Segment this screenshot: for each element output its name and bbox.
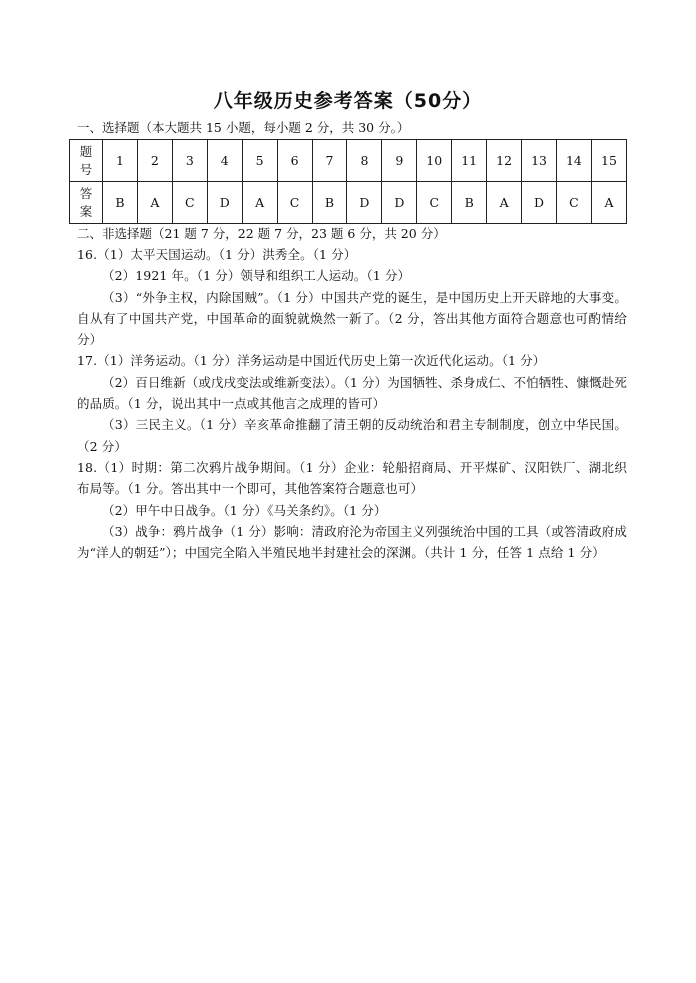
answer-table	[69, 139, 627, 224]
answer-line-17-2: （2）百日维新（或戊戌变法或维新变法）。（1 分）为国牺牲、杀身成仁、不怕牺牲、慷慨赴死的品质。（1 分，说出其中一点或其他言之成理的皆可）	[77, 374, 627, 412]
answer-cell: D	[347, 182, 382, 224]
answer-line-18-1: 18.（1）时期：第二次鸦片战争期间。（1 分）企业：轮船招商局、开平煤矿、汉阳铁厂、湖北织布局等。（1 分。答出其中一个即可，其他答案符合题意也可）	[77, 459, 627, 497]
question-number-row	[70, 140, 627, 182]
question-number-cell: 9	[382, 140, 417, 182]
answer-line-17-3: （3）三民主义。（1 分）辛亥革命推翻了清王朝的反动统治和君主专制制度，创立中华民国。（2 分）	[77, 417, 627, 454]
answer-cell: C	[277, 182, 312, 224]
answer-cell: B	[312, 182, 347, 224]
answer-cell: B	[103, 182, 138, 224]
answer-cell: C	[556, 182, 591, 224]
answer-cell: D	[382, 182, 417, 224]
question-number-cell: 11	[452, 140, 487, 182]
answer-line-18-2: （2）甲午中日战争。（1 分）《马关条约》。（1 分）	[102, 502, 387, 518]
answer-cell: D	[207, 182, 242, 224]
section-1-heading: 一、选择题（本大题共 15 小题，每小题 2 分，共 30 分。）	[77, 120, 410, 135]
answer-line-16-3: （3）“外争主权，内除国贼”。（1 分）中国共产党的诞生，是中国历史上开天辟地的大事变。自从有了中国共产党，中国革命的面貌就焕然一新了。（2 分，答出其他方面符合题意也可酌情给分）	[77, 289, 627, 348]
answer-line-16-1: 16.（1）太平天国运动。（1 分）洪秀全。（1 分）	[77, 247, 357, 262]
answer-cell: A	[591, 182, 626, 224]
section-2-heading: 二、非选择题（21 题 7 分，22 题 7 分，23 题 6 分，共 20 分）	[77, 226, 446, 241]
question-number-label: 题 号	[70, 140, 103, 182]
question-number-cell: 15	[591, 140, 626, 182]
question-number-cell: 2	[137, 140, 172, 182]
answer-cell: A	[242, 182, 277, 224]
question-number-cell: 3	[172, 140, 207, 182]
question-number-cell: 7	[312, 140, 347, 182]
answer-cell: B	[452, 182, 487, 224]
question-number-cell: 13	[522, 140, 557, 182]
page-title: 八年级历史参考答案（50分）	[213, 90, 483, 112]
question-number-cell: 6	[277, 140, 312, 182]
question-number-cell: 14	[556, 140, 591, 182]
answer-cell: C	[172, 182, 207, 224]
question-number-cell: 1	[103, 140, 138, 182]
question-number-cell: 4	[207, 140, 242, 182]
question-number-cell: 5	[242, 140, 277, 182]
answer-cell: A	[137, 182, 172, 224]
answer-cell: D	[522, 182, 557, 224]
answer-line-17-1: 17.（1）洋务运动。（1 分）洋务运动是中国近代历史上第一次近代化运动。（1 分）	[77, 353, 546, 369]
answer-line-16-2: （2）1921 年。（1 分）领导和组织工人运动。（1 分）	[102, 268, 411, 284]
answer-cell: A	[487, 182, 522, 224]
question-number-cell: 10	[417, 140, 452, 182]
answer-label: 答 案	[70, 182, 103, 224]
answer-cell: C	[417, 182, 452, 224]
answer-text-block	[77, 244, 627, 563]
answer-line-18-3: （3）战争：鸦片战争（1 分）影响：清政府沦为帝国主义列强统治中国的工具（或答清政府成为“洋人的朝廷”）；中国完全陷入半殖民地半封建社会的深渊。（共计 1 分，任答 1 点给 1 分）	[77, 523, 627, 561]
question-number-cell: 8	[347, 140, 382, 182]
question-number-cell: 12	[487, 140, 522, 182]
answer-row	[70, 182, 627, 224]
